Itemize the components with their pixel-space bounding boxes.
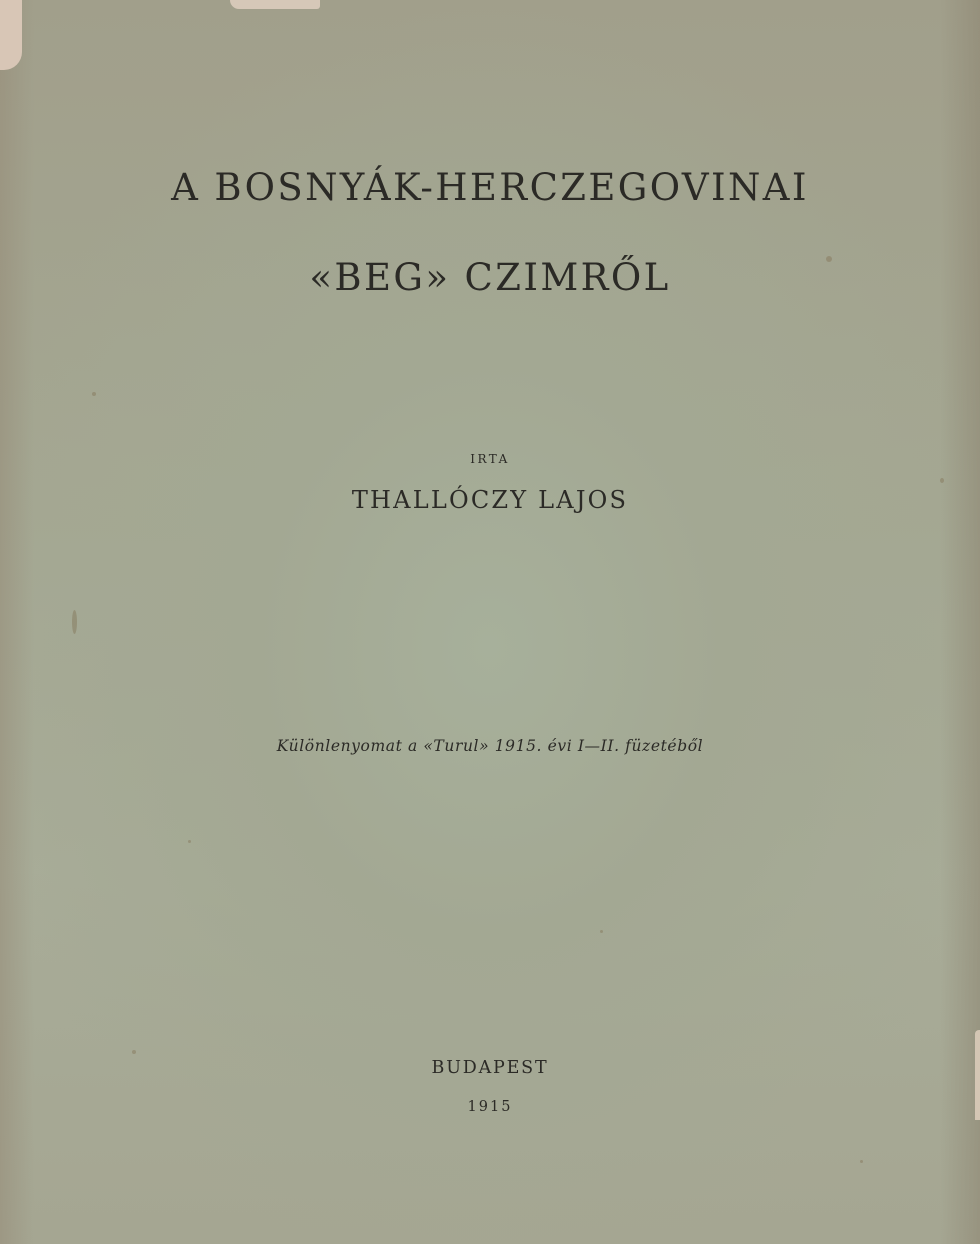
byline-label: IRTA (470, 452, 510, 466)
torn-corner (0, 0, 22, 70)
torn-top-edge (230, 0, 320, 9)
foxing-spot (600, 930, 603, 933)
foxing-spot (132, 1050, 136, 1054)
title-line-1: A BOSNYÁK-HERCZEGOVINAI (171, 166, 809, 209)
foxing-spot (940, 478, 944, 483)
publication-place: BUDAPEST (431, 1058, 549, 1078)
reprint-note: Különlenyomat a «Turul» 1915. évi I—II. füzetéből (276, 737, 704, 755)
foxing-spot (72, 610, 77, 634)
foxing-spot (188, 840, 191, 843)
title-line-2: «BEG» CZIMRŐL (309, 256, 671, 299)
foxing-spot (860, 1160, 863, 1163)
author-name: THALLÓCZY LAJOS (351, 486, 629, 514)
foxing-spot (92, 392, 96, 396)
publication-year: 1915 (467, 1099, 513, 1115)
